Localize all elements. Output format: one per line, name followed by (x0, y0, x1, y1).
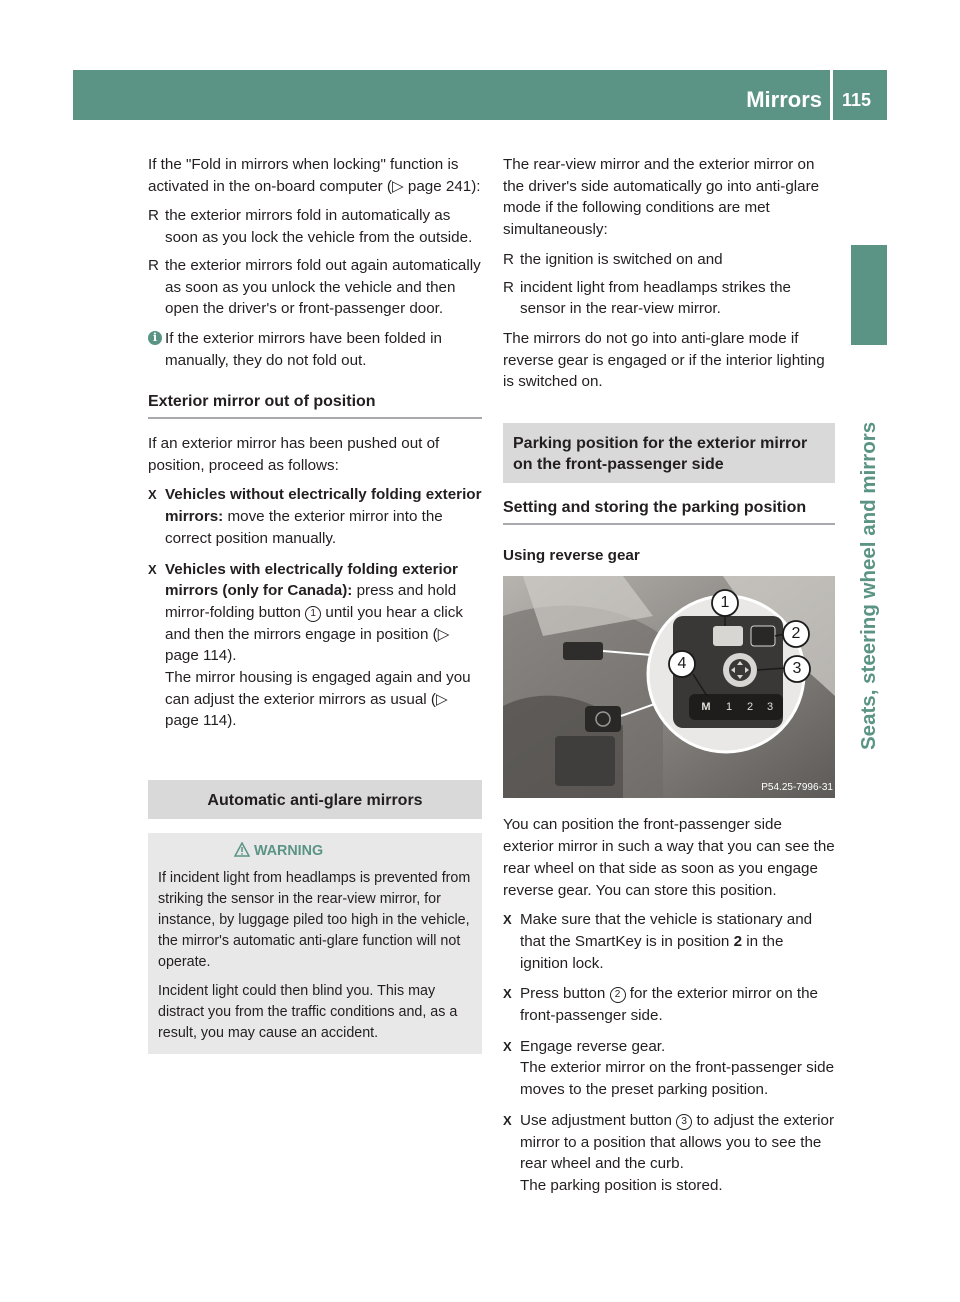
bullet-icon: R (503, 250, 514, 268)
list-item: R the exterior mirrors fold out again automatically as soon as you unlock the vehicle and then open the driver's or front-passenger door. (148, 256, 481, 318)
fold-intro: If the "Fold in mirrors when locking" function is activated in the on-board computer (▷ page 241): (148, 156, 481, 195)
step-item: X Make sure that the vehicle is stationary and that the SmartKey is in position 2 in the ignition lock. (503, 911, 813, 972)
memory-button-m: M (701, 701, 711, 714)
step-item: X Vehicles with electrically folding exterior mirrors (only for Canada): press and hold mirror-folding button 1 until you hear a click and then the mirrors engage in position (▷ page 114). The mirror housing is engaged again and you can adjust the exterior mirrors as usual (▷ page 114). (148, 560, 471, 730)
info-note: i If the exterior mirrors have been folded in manually, they do not fold out. (148, 328, 482, 371)
sub-heading-reverse-gear: Using reverse gear (503, 546, 640, 564)
section-heading-out-of-position: Exterior mirror out of position (148, 391, 482, 419)
callout-2: 2 (791, 625, 801, 643)
callout-1: 1 (720, 594, 730, 612)
list-item: R the ignition is switched on and (503, 249, 835, 271)
step-item: X Use adjustment button 3 to adjust the exterior mirror to a position that allows you to see the rear wheel and the curb. The parking position is stored. (503, 1111, 835, 1194)
fold-bullet-list (148, 205, 482, 320)
step-item: X Vehicles without electrically folding exterior mirrors: move the exterior mirror into the correct position manually. (148, 486, 482, 547)
door-panel-figure (503, 576, 835, 798)
page-number: 115 (842, 90, 872, 110)
list-item: R the exterior mirrors fold in automatically as soon as you lock the vehicle from the outside. (148, 207, 473, 247)
step-icon: X (503, 1038, 512, 1054)
step-item: X Press button 2 for the exterior mirror on the front-passenger side. (503, 985, 818, 1025)
section-heading-anti-glare: Automatic anti-glare mirrors (148, 780, 482, 819)
memory-button-1: 1 (725, 701, 733, 714)
sub-heading-parking: Setting and storing the parking position (503, 497, 835, 525)
step-item: X Engage reverse gear. The exterior mirror on the front-passenger side moves to the preset parking position. (503, 1037, 835, 1099)
memory-button-3: 3 (766, 701, 774, 714)
chapter-label: Seats, steering wheel and mirrors (857, 421, 880, 750)
page-title: Mirrors (746, 87, 822, 112)
step-icon: X (148, 487, 157, 503)
step-icon: X (503, 912, 512, 928)
callout-3: 3 (792, 660, 802, 678)
left-column (148, 154, 482, 1054)
header-divider (830, 70, 833, 120)
warning-text: If incident light from headlamps is prevented from striking the sensor in the rear-view mirror, for instance, by luggage piled too high in the vehicle, the mirror's automatic anti-glare function will not operate. (158, 870, 471, 971)
chapter-tab (851, 245, 887, 345)
bullet-icon: R (148, 256, 159, 274)
step-icon: X (503, 986, 512, 1002)
parking-description: You can position the front-passenger side exterior mirror in such a way that you can see the rear wheel on that side as soon as you engage reverse gear. You can store this position. (503, 816, 835, 899)
warning-text: Incident light could then blind you. This may distract you from the traffic conditions and, as a result, you may cause an accident. (158, 983, 458, 1042)
callout-3-icon: 3 (676, 1114, 692, 1130)
anti-glare-note: The mirrors do not go into anti-glare mode if reverse gear is engaged or if the interior lighting is switched on. (503, 329, 825, 391)
info-icon: i (148, 331, 162, 345)
bullet-icon: R (503, 278, 514, 296)
section-heading-parking: Parking position for the exterior mirror on the front-passenger side (503, 423, 835, 483)
callout-2-icon: 2 (610, 987, 626, 1003)
out-of-position-intro: If an exterior mirror has been pushed out of position, proceed as follows: (148, 435, 440, 474)
right-column (503, 154, 835, 1206)
warning-title: WARNING (158, 841, 474, 862)
anti-glare-intro: The rear-view mirror and the exterior mirror on the driver's side automatically go into anti-glare mode if the following conditions are met simultaneously: (503, 156, 820, 239)
figure-code: P54.25-7996-31 (761, 782, 833, 794)
door-panel-illustration (503, 576, 835, 798)
warning-triangle-icon (234, 842, 250, 857)
step-icon: X (503, 1112, 512, 1128)
bullet-icon: R (148, 207, 159, 225)
list-item: R incident light from headlamps strikes the sensor in the rear-view mirror. (503, 278, 791, 318)
warning-box (148, 833, 482, 1054)
anti-glare-bullet-list (503, 249, 835, 320)
callout-4: 4 (677, 655, 687, 673)
memory-button-2: 2 (746, 701, 754, 714)
step-icon: X (148, 561, 157, 577)
callout-1-icon: 1 (305, 606, 321, 622)
